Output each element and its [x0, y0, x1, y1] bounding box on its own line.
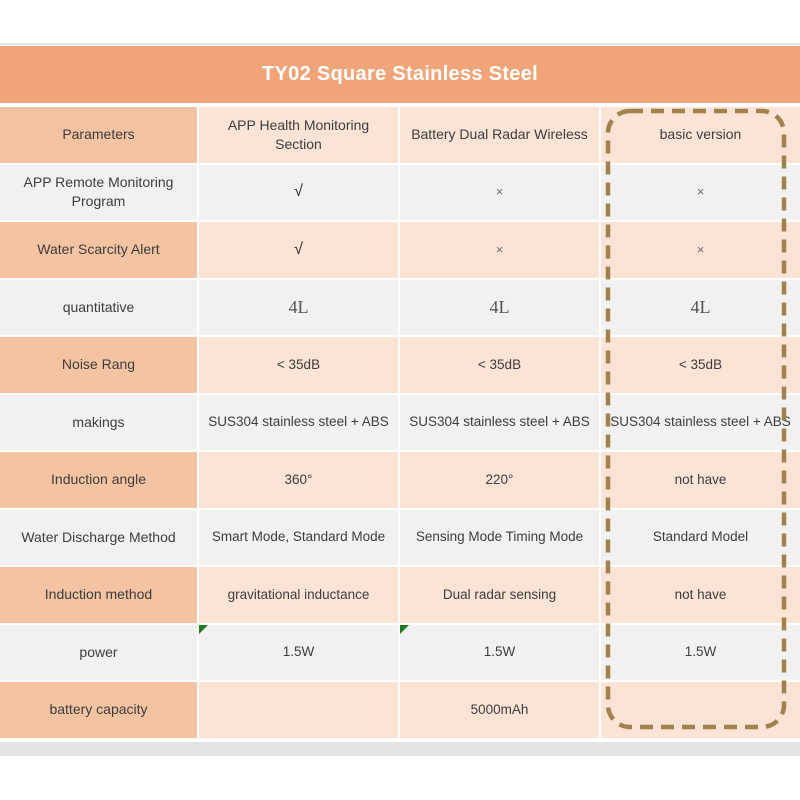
- table-cell-text: Sensing Mode Timing Mode: [415, 529, 584, 545]
- table-title-band: [0, 46, 800, 103]
- column-header: [0, 107, 197, 163]
- table-cell: [400, 682, 599, 738]
- table-cell-text: ×: [495, 241, 504, 257]
- param-label-text: makings: [72, 413, 125, 430]
- column-header-text: APP Health Monitoring Section: [227, 116, 370, 152]
- table-cell: [400, 452, 599, 508]
- top-divider: [0, 43, 800, 45]
- table-cell-text: 1.5W: [282, 644, 315, 660]
- param-label: [0, 395, 197, 451]
- table-cell: [199, 567, 398, 623]
- table-cell-text: 4L: [288, 297, 309, 318]
- table-cell-text: √: [294, 183, 303, 201]
- table-cell-text: not have: [674, 586, 727, 602]
- param-label: [0, 452, 197, 508]
- param-label: [0, 222, 197, 278]
- table-cell-text: < 35dB: [276, 356, 321, 372]
- column-header: [199, 107, 398, 163]
- param-label: [0, 625, 197, 681]
- table-cell-text: 5000mAh: [470, 701, 529, 717]
- table-cell-text: SUS304 stainless steel + ABS: [409, 414, 590, 430]
- table-cell-text: ×: [696, 184, 705, 200]
- table-cell: [199, 165, 398, 221]
- table-cell-text: 1.5W: [483, 644, 516, 660]
- table-cell-text: not have: [674, 471, 727, 487]
- param-label: [0, 337, 197, 393]
- table-cell-text: < 35dB: [477, 356, 522, 372]
- table-cell: [400, 567, 599, 623]
- param-label: [0, 280, 197, 336]
- table-cell: [400, 165, 599, 221]
- table-cell-text: 220°: [485, 471, 514, 487]
- table-cell: [199, 280, 398, 336]
- table-cell: [400, 337, 599, 393]
- table-cell: [199, 395, 398, 451]
- table-cell-text: gravitational inductance: [227, 586, 370, 602]
- param-label-text: Induction method: [44, 586, 153, 603]
- table-cell: [601, 165, 800, 221]
- column-header-text: Parameters: [62, 126, 135, 143]
- table-cell-text: Smart Mode, Standard Mode: [211, 529, 386, 545]
- param-label-text: quantitative: [62, 298, 135, 315]
- green-corner-flag: [199, 625, 208, 634]
- table-cell: [601, 337, 800, 393]
- table-cell: [601, 567, 800, 623]
- param-label: [0, 682, 197, 738]
- table-cell: [601, 222, 800, 278]
- param-label-text: APP Remote Monitoring Program: [23, 174, 174, 210]
- table-cell: [601, 682, 800, 738]
- column-header-text: basic version: [659, 126, 742, 143]
- table-cell-text: Standard Model: [652, 529, 749, 545]
- column-header-text: Battery Dual Radar Wireless: [411, 126, 588, 143]
- param-label: [0, 165, 197, 221]
- table-cell-text: 4L: [489, 297, 510, 318]
- table-cell: [601, 625, 800, 681]
- param-label-text: Induction angle: [51, 471, 146, 488]
- table-cell-text: Dual radar sensing: [442, 586, 557, 602]
- table-cell: [199, 510, 398, 566]
- table-cell: [400, 280, 599, 336]
- table-cell-text: 1.5W: [684, 644, 717, 660]
- table-cell-text: < 35dB: [678, 356, 723, 372]
- table-cell-text: √: [294, 240, 303, 258]
- table-title: TY02 Square Stainless Steel: [261, 63, 538, 85]
- param-label: [0, 567, 197, 623]
- table-cell-text: ×: [696, 241, 705, 257]
- param-label-text: power: [79, 643, 118, 660]
- param-label-text: battery capacity: [49, 701, 148, 718]
- table-cell: [601, 452, 800, 508]
- table-cell: [601, 280, 800, 336]
- param-label: [0, 510, 197, 566]
- table-cell-text: ×: [495, 184, 504, 200]
- table-cell: [400, 625, 599, 681]
- table-cell: [199, 452, 398, 508]
- table-cell: [601, 395, 800, 451]
- table-cell-text: 4L: [690, 297, 711, 318]
- param-label-text: Water Scarcity Alert: [37, 241, 160, 258]
- table-cell: [400, 510, 599, 566]
- table-cell: [199, 337, 398, 393]
- table-cell: [601, 510, 800, 566]
- param-label-text: Water Discharge Method: [21, 528, 176, 545]
- column-header: [400, 107, 599, 163]
- green-corner-flag: [400, 625, 409, 634]
- table-cell-text: 360°: [284, 471, 313, 487]
- column-header: [601, 107, 800, 163]
- table-cell: [400, 222, 599, 278]
- bottom-strip: [0, 742, 800, 756]
- param-label-text: Noise Rang: [61, 356, 136, 373]
- table-cell-text: SUS304 stainless steel + ABS: [208, 414, 389, 430]
- table-cell: [199, 222, 398, 278]
- table-cell: [199, 625, 398, 681]
- table-cell: [199, 682, 398, 738]
- spec-table: [0, 107, 800, 738]
- table-cell-text: SUS304 stainless steel + ABS: [610, 414, 791, 430]
- table-cell: [400, 395, 599, 451]
